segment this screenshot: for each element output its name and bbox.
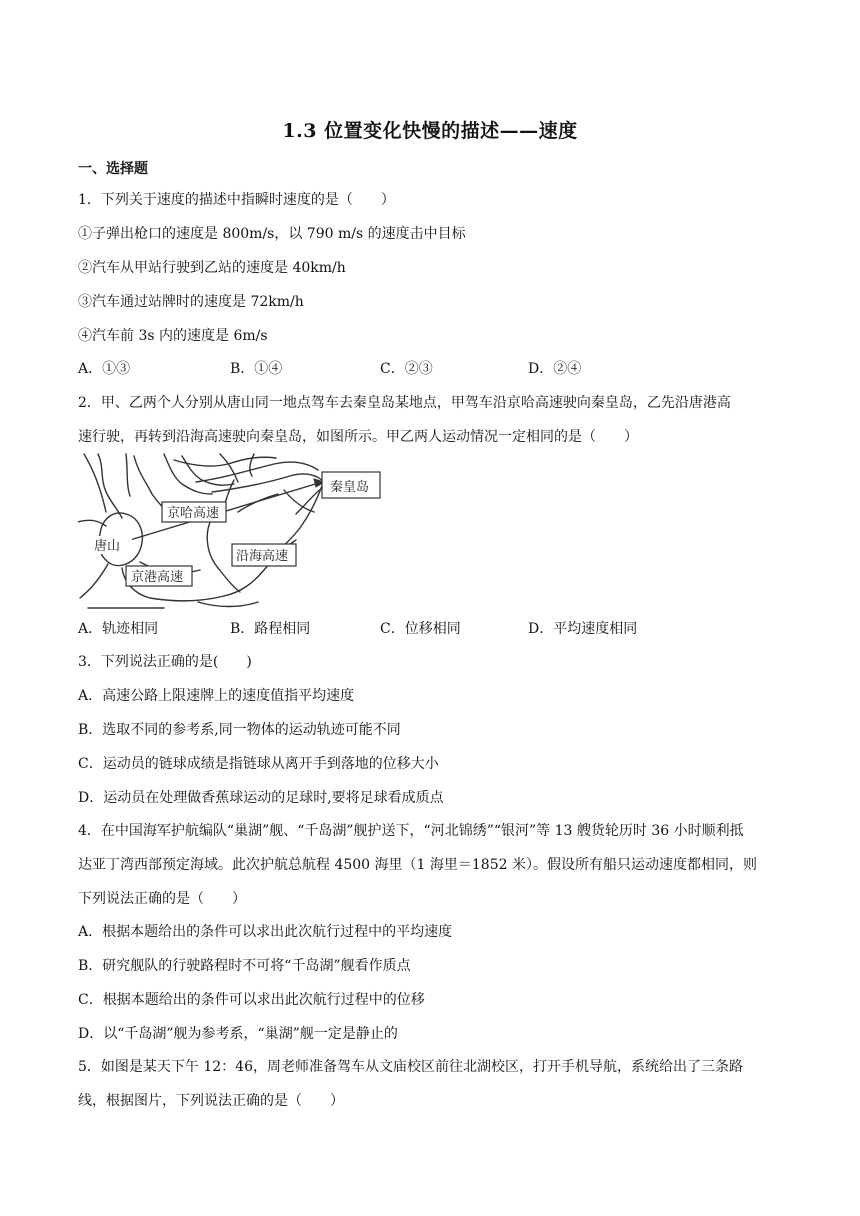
q1-option-b: B．①④: [230, 361, 283, 377]
q4-stem-line-2: 达亚丁湾西部预定海域。此次护航总航程 4500 海里（1 海里＝1852 米）。假设所有船只运动速度都相同，则: [78, 857, 757, 873]
map-label-qinhuangdao: 秦皇岛: [330, 480, 370, 495]
q3-option-a: A．高速公路上限速牌上的速度值指平均速度: [78, 688, 355, 704]
q1-stem: 1．下列关于速度的描述中指瞬时速度的是（ ）: [78, 192, 395, 208]
q1-item-4: ④汽车前 3s 内的速度是 6m/s: [78, 328, 268, 344]
section-heading: 一、选择题: [78, 161, 148, 177]
q4-stem-line-3: 下列说法正确的是（ ）: [78, 891, 246, 907]
map-label-jinggang: 京港高速: [131, 570, 184, 585]
q1-option-d: D．②④: [528, 361, 582, 377]
q2-stem-line-1: 2．甲、乙两个人分别从唐山同一地点驾车去秦皇岛某地点，甲驾车沿京哈高速驶向秦皇岛，乙先沿唐港高: [78, 395, 731, 411]
q1-option-a: A．①③: [78, 361, 131, 377]
q3-option-b: B．选取不同的参考系,同一物体的运动轨迹可能不同: [78, 722, 401, 738]
q4-stem-line-1: 4．在中国海军护航编队“巢湖”舰、“千岛湖”舰护送下，“河北锦绣”“银河”等 13 艘货轮历时 36 小时顺利抵: [78, 823, 744, 839]
q3-option-c: C．运动员的链球成绩是指链球从离开手到落地的位移大小: [78, 756, 439, 772]
q2-option-b: B．路程相同: [230, 621, 311, 637]
map-label-tangshan: 唐山: [94, 539, 121, 554]
q3-option-d: D．运动员在处理做香蕉球运动的足球时,要将足球看成质点: [78, 790, 444, 806]
q5-stem-line-1: 5．如图是某天下午 12：46，周老师准备驾车从文庙校区前往北湖校区，打开手机导航，系统给出了三条路: [78, 1059, 743, 1075]
q1-item-1: ①子弹出枪口的速度是 800m/s，以 790 m/s 的速度击中目标: [78, 226, 466, 242]
page-title: 1.3 位置变化快慢的描述——速度: [282, 120, 578, 142]
map-label-jingha: 京哈高速: [167, 506, 220, 521]
q1-options: [78, 360, 778, 378]
q1-item-2: ②汽车从甲站行驶到乙站的速度是 40km/h: [78, 260, 346, 276]
q1-item-3: ③汽车通过站牌时的速度是 72km/h: [78, 294, 304, 310]
q2-options: [78, 620, 778, 638]
q2-option-a: A．轨迹相同: [78, 621, 159, 637]
q4-option-d: D．以“千岛湖”舰为参考系，“巢湖”舰一定是静止的: [78, 1026, 398, 1042]
q4-option-b: B．研究舰队的行驶路程时不可将“千岛湖”舰看作质点: [78, 958, 411, 974]
map-label-yanhai: 沿海高速: [236, 549, 289, 564]
q4-option-c: C．根据本题给出的条件可以求出此次航行过程中的位移: [78, 992, 425, 1008]
q3-stem: 3．下列说法正确的是( ): [78, 654, 252, 670]
q2-stem-line-2: 速行驶，再转到沿海高速驶向秦皇岛，如图所示。甲乙两人运动情况一定相同的是（ ）: [78, 429, 638, 445]
q2-option-d: D．平均速度相同: [528, 621, 638, 637]
q1-option-c: C．②③: [380, 361, 433, 377]
q4-option-a: A．根据本题给出的条件可以求出此次航行过程中的平均速度: [78, 924, 453, 940]
q2-option-c: C．位移相同: [380, 621, 461, 637]
q5-stem-line-2: 线，根据图片，下列说法正确的是（ ）: [78, 1093, 344, 1109]
highway-map-figure: [78, 452, 390, 610]
